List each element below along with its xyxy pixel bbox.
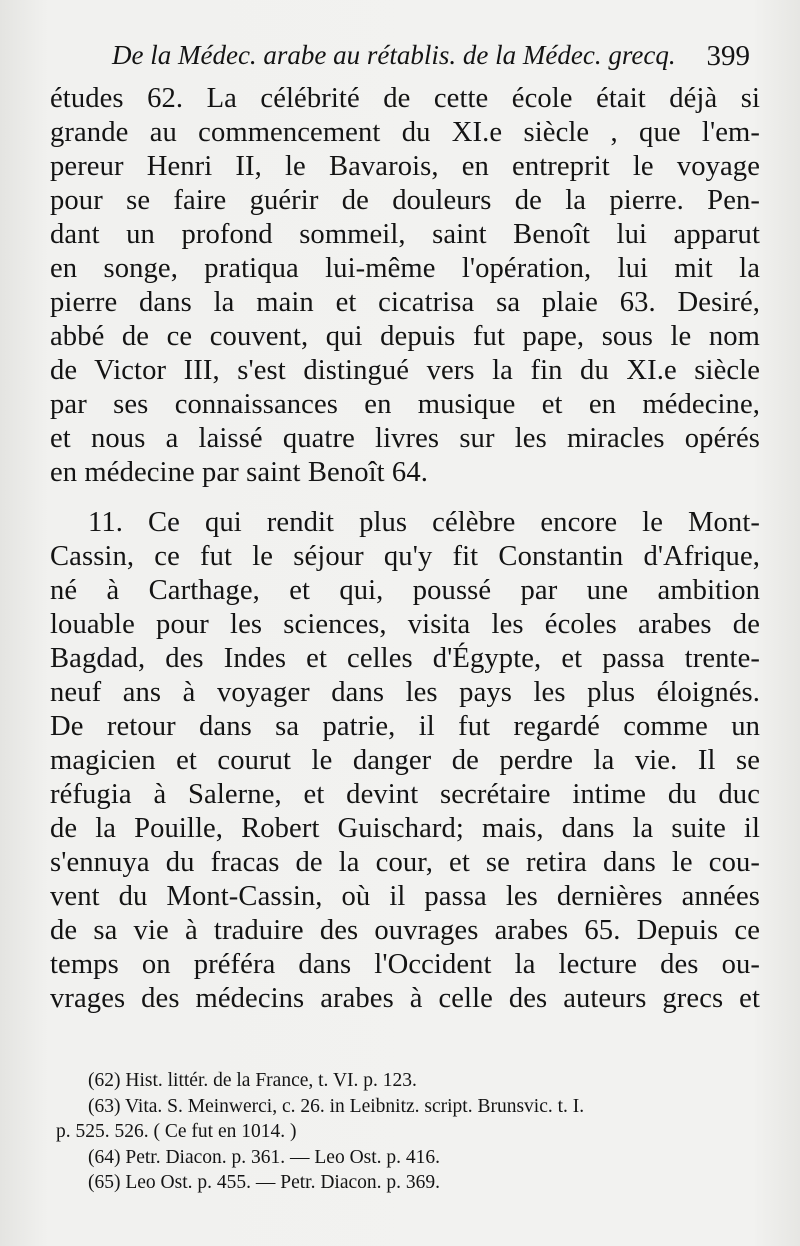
text-line: de la Pouille, Robert Guischard; mais, dans la suite il [50,813,760,844]
text-line: pierre dans la main et cicatrisa sa plaie 63. Desiré, [50,287,760,318]
text-line: pereur Henri II, le Bavarois, en entreprit le voyage [50,151,760,182]
text-line: 11. Ce qui rendit plus célèbre encore le Mont- [88,507,760,538]
text-line: né à Carthage, et qui, poussé par une ambition [50,575,760,606]
text-line: Cassin, ce fut le séjour qu'y fit Constantin d'Afrique, [50,541,760,572]
main-text [50,82,760,1016]
paragraph-gap [50,490,760,506]
footnote: (64) Petr. Diacon. p. 361. — Leo Ost. p. 416. [88,1146,441,1168]
text-line: en songe, pratiqua lui-même l'opération, lui mit la [50,253,760,284]
text-line: études 62. La célébrité de cette école était déjà si [50,83,760,114]
text-line: vrages des médecins arabes à celle des auteurs grecs et [50,983,760,1014]
text-line: de Victor III, s'est distingué vers la fin du XI.e siècle [50,355,760,386]
text-line: en médecine par saint Benoît 64. [50,457,428,488]
footnotes [56,1068,760,1196]
text-line: et nous a laissé quatre livres sur les miracles opérés [50,423,760,454]
text-line: de sa vie à traduire des ouvrages arabes 65. Depuis ce [50,915,760,946]
footnote-continuation: p. 525. 526. ( Ce fut en 1014. ) [56,1121,297,1142]
footnote: (62) Hist. littér. de la France, t. VI. p. 123. [88,1070,417,1091]
text-line: vent du Mont-Cassin, où il passa les dernières années [50,881,760,912]
footnote: (65) Leo Ost. p. 455. — Petr. Diacon. p. 369. [88,1172,441,1193]
text-line: abbé de ce couvent, qui depuis fut pape, sous le nom [50,321,760,352]
text-line: pour se faire guérir de douleurs de la pierre. Pen- [50,185,760,216]
text-line: temps on préféra dans l'Occident la lecture des ou- [50,949,760,980]
text-line: par ses connaissances en musique et en médecine, [50,389,760,420]
text-line: magicien et courut le danger de perdre la vie. Il se [50,745,760,776]
running-title: De la Médec. arabe au rétablis. de la Médec. grecq. [112,40,676,70]
text-line: neuf ans à voyager dans les pays les plus éloignés. [50,677,760,708]
footnote: (63) Vita. S. Meinwerci, c. 26. in Leibnitz. script. Brunsvic. t. I. [88,1095,585,1117]
page-number: 399 [706,40,750,72]
text-line: dant un profond sommeil, saint Benoît lui apparut [50,219,760,250]
text-line: De retour dans sa patrie, il fut regardé comme un [50,711,760,742]
text-line: louable pour les sciences, visita les écoles arabes de [50,609,760,640]
text-line: réfugia à Salerne, et devint secrétaire intime du duc [50,779,760,810]
running-header [112,40,772,71]
text-line: Bagdad, des Indes et celles d'Égypte, et passa trente- [50,643,760,674]
text-line: grande au commencement du XI.e siècle , que l'em- [50,117,760,148]
text-line: s'ennuya du fracas de la cour, et se retira dans le cou- [50,847,760,878]
